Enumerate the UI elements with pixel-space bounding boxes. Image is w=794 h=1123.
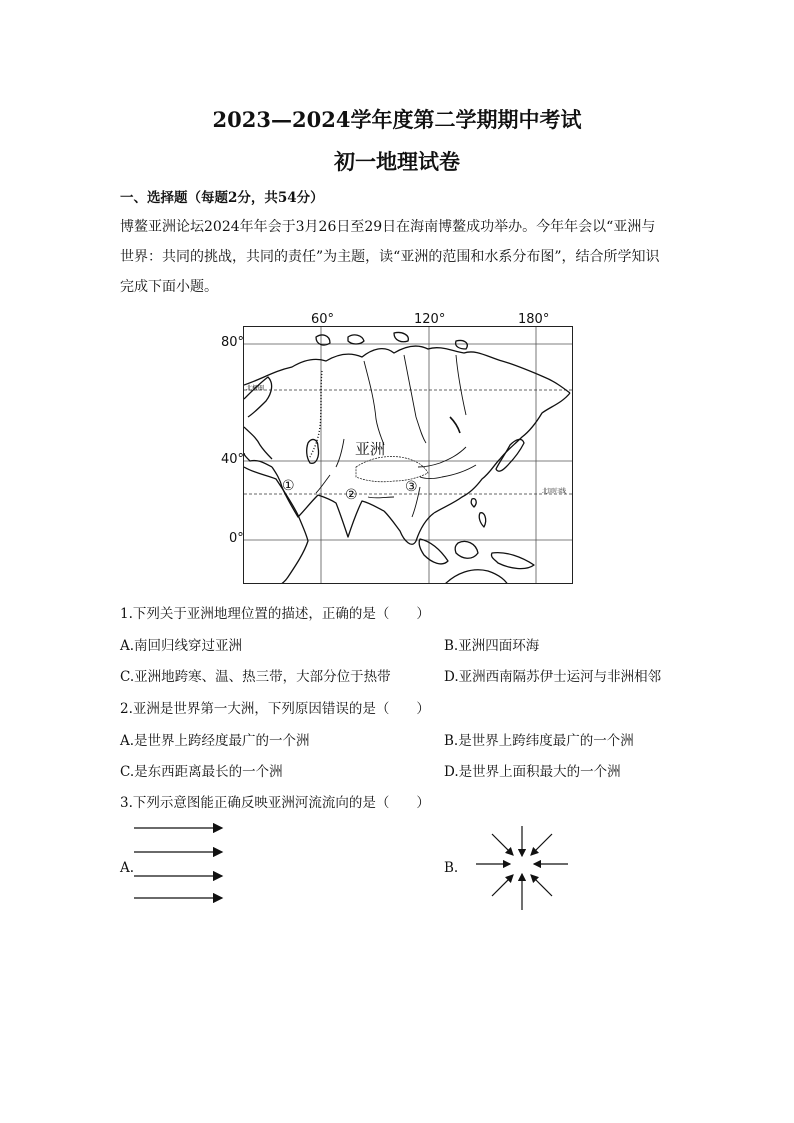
q1-option-d[interactable]: D.亚洲西南隔苏伊士运河与非洲相邻 [444, 669, 662, 685]
arrow-in-icon [492, 875, 513, 896]
exam-title: 2023—2024学年度第二学期期中考试 [212, 107, 582, 132]
map-marker-3: ③ [405, 479, 418, 495]
q3-diagram-a [128, 818, 228, 910]
q3-option-b[interactable]: B. [444, 860, 459, 876]
question-2-stem: 2.亚洲是世界第一大洲，下列原因错误的是（ ） [120, 701, 430, 717]
arctic-circle-label: 北极圈 [246, 385, 265, 392]
map-marker-1: ① [282, 478, 295, 494]
q3-option-a[interactable]: A. [120, 860, 135, 876]
q1-option-c[interactable]: C.亚洲地跨寒、温、热三带，大部分位于热带 [120, 669, 391, 685]
q2-option-c[interactable]: C.是东西距离最长的一个洲 [120, 764, 283, 780]
lat-label-80: 80° [221, 335, 245, 350]
plateau-outline [356, 456, 428, 481]
arrow-in-icon [531, 875, 552, 896]
lon-label-60: 60° [311, 312, 335, 327]
lat-label-0: 0° [229, 531, 244, 546]
q1-option-a[interactable]: A.南回归线穿过亚洲 [120, 638, 243, 654]
q2-option-a[interactable]: A.是世界上跨经度最广的一个洲 [120, 733, 310, 749]
map-marker-2: ② [345, 487, 358, 503]
question-3-stem: 3.下列示意图能正确反映亚洲河流流向的是（ ） [120, 795, 430, 811]
intro-line-1: 博鳌亚洲论坛2024年年会于3月26日至29日在海南博鳌成功举办。今年年会以“亚洲与 [120, 219, 656, 235]
arrow-in-icon [531, 834, 552, 855]
lat-label-40: 40° [221, 452, 245, 467]
lon-label-180: 180° [518, 312, 550, 327]
tropic-label: 北回归线 [542, 488, 567, 495]
asia-map [243, 326, 573, 584]
continent-label-asia: 亚洲 [355, 440, 386, 458]
arrow-in-icon [492, 834, 513, 855]
q3-diagram-b [470, 822, 574, 914]
rivers [316, 355, 476, 517]
q2-option-b[interactable]: B.是世界上跨纬度最广的一个洲 [444, 733, 634, 749]
q1-option-b[interactable]: B.亚洲四面环海 [444, 638, 540, 654]
ural-boundary [310, 371, 322, 457]
intro-line-2: 世界：共同的挑战，共同的责任”为主题，读“亚洲的范围和水系分布图”，结合所学知识 [120, 249, 660, 265]
intro-line-3: 完成下面小题。 [120, 279, 218, 295]
q2-option-d[interactable]: D.是世界上面积最大的一个洲 [444, 764, 621, 780]
asia-map-figure [244, 327, 573, 584]
exam-subtitle: 初一地理试卷 [334, 149, 460, 174]
lon-label-120: 120° [414, 312, 446, 327]
question-1-stem: 1.下列关于亚洲地理位置的描述，正确的是（ ） [120, 606, 430, 622]
section-heading: 一、选择题（每题2分，共54分） [120, 190, 324, 206]
